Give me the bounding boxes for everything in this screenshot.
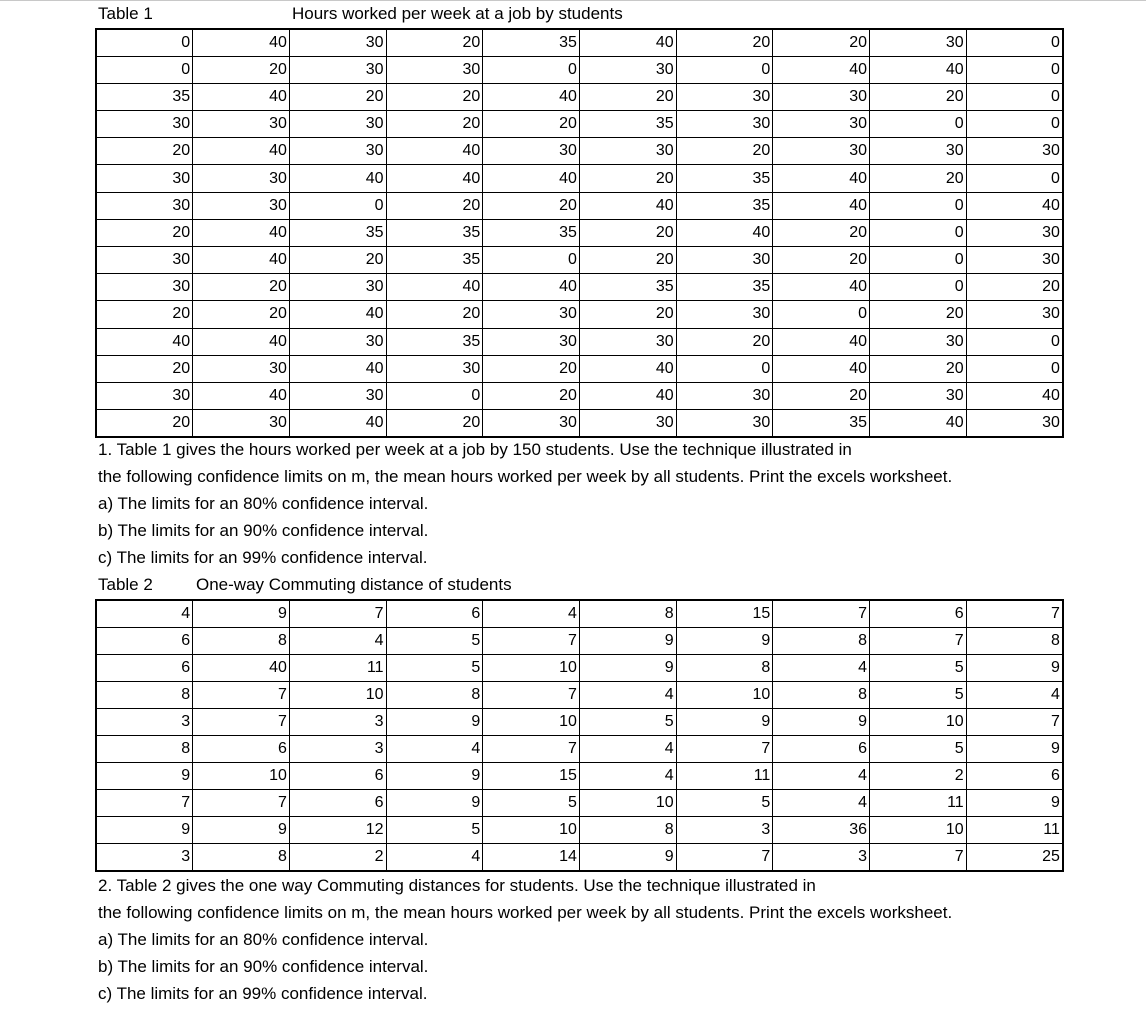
table-cell: 40 bbox=[193, 83, 290, 110]
question1-part-a: a) The limits for an 80% confidence interval. bbox=[98, 494, 429, 513]
table-cell: 30 bbox=[193, 410, 290, 437]
table-cell: 0 bbox=[870, 219, 967, 246]
table-cell: 7 bbox=[870, 844, 967, 871]
table-cell: 40 bbox=[773, 355, 870, 382]
table-cell: 20 bbox=[96, 219, 193, 246]
table-cell: 40 bbox=[579, 29, 676, 56]
table-cell: 30 bbox=[773, 83, 870, 110]
table-cell: 0 bbox=[289, 192, 386, 219]
table1-title: Hours worked per week at a job by students bbox=[292, 4, 623, 23]
table-cell: 35 bbox=[386, 247, 483, 274]
table-cell: 30 bbox=[870, 29, 967, 56]
table-cell: 14 bbox=[483, 844, 580, 871]
table-cell: 40 bbox=[773, 328, 870, 355]
table-cell: 20 bbox=[193, 301, 290, 328]
table-cell: 35 bbox=[579, 111, 676, 138]
table-cell: 8 bbox=[773, 681, 870, 708]
table-cell: 9 bbox=[676, 627, 773, 654]
table-cell: 20 bbox=[386, 410, 483, 437]
table-cell: 40 bbox=[193, 382, 290, 409]
table-cell: 4 bbox=[386, 735, 483, 762]
table-cell: 11 bbox=[676, 763, 773, 790]
table-cell: 20 bbox=[579, 219, 676, 246]
table-cell: 20 bbox=[483, 192, 580, 219]
table-row bbox=[96, 708, 1063, 735]
table-cell: 20 bbox=[193, 274, 290, 301]
table-cell: 10 bbox=[870, 708, 967, 735]
table-cell: 5 bbox=[579, 708, 676, 735]
table-cell: 8 bbox=[96, 681, 193, 708]
table-cell: 20 bbox=[289, 247, 386, 274]
table-cell: 40 bbox=[289, 355, 386, 382]
table-cell: 40 bbox=[386, 165, 483, 192]
table-cell: 35 bbox=[483, 29, 580, 56]
table-cell: 4 bbox=[96, 600, 193, 627]
table-cell: 30 bbox=[96, 247, 193, 274]
table-cell: 10 bbox=[483, 654, 580, 681]
table-cell: 5 bbox=[386, 627, 483, 654]
table-cell: 0 bbox=[870, 247, 967, 274]
table-cell: 20 bbox=[870, 165, 967, 192]
table-cell: 30 bbox=[676, 382, 773, 409]
table-cell: 40 bbox=[483, 165, 580, 192]
table-cell: 20 bbox=[96, 355, 193, 382]
table-cell: 40 bbox=[193, 29, 290, 56]
table-row bbox=[96, 219, 1063, 246]
table-cell: 9 bbox=[966, 654, 1063, 681]
table-cell: 30 bbox=[386, 56, 483, 83]
table-cell: 40 bbox=[483, 83, 580, 110]
table-cell: 7 bbox=[773, 600, 870, 627]
table-cell: 10 bbox=[870, 817, 967, 844]
table-cell: 20 bbox=[96, 410, 193, 437]
table-cell: 0 bbox=[676, 355, 773, 382]
table-row bbox=[96, 56, 1063, 83]
table-cell: 40 bbox=[579, 192, 676, 219]
table-cell: 9 bbox=[386, 763, 483, 790]
table-cell: 3 bbox=[289, 708, 386, 735]
table-cell: 20 bbox=[483, 382, 580, 409]
table-cell: 40 bbox=[289, 301, 386, 328]
table-cell: 30 bbox=[773, 111, 870, 138]
table-cell: 30 bbox=[289, 29, 386, 56]
table2-title: One-way Commuting distance of students bbox=[196, 575, 512, 594]
table-cell: 0 bbox=[870, 192, 967, 219]
table-row bbox=[96, 111, 1063, 138]
table-row bbox=[96, 165, 1063, 192]
table-cell: 30 bbox=[579, 56, 676, 83]
question1-part-c: c) The limits for an 99% confidence interval. bbox=[98, 548, 428, 567]
table-cell: 3 bbox=[96, 844, 193, 871]
table-cell: 40 bbox=[193, 654, 290, 681]
table-cell: 30 bbox=[579, 410, 676, 437]
table-cell: 20 bbox=[870, 355, 967, 382]
table-row bbox=[96, 382, 1063, 409]
table-cell: 12 bbox=[289, 817, 386, 844]
table-row bbox=[96, 600, 1063, 627]
table-cell: 10 bbox=[193, 763, 290, 790]
table-cell: 15 bbox=[483, 763, 580, 790]
table-cell: 30 bbox=[96, 382, 193, 409]
table-cell: 35 bbox=[676, 165, 773, 192]
table-row bbox=[96, 192, 1063, 219]
table-cell: 20 bbox=[773, 219, 870, 246]
table-cell: 35 bbox=[676, 274, 773, 301]
table-row bbox=[96, 654, 1063, 681]
table-cell: 0 bbox=[966, 83, 1063, 110]
table-cell: 5 bbox=[870, 654, 967, 681]
question2-part-b: b) The limits for an 90% confidence interval. bbox=[98, 957, 429, 976]
table-cell: 4 bbox=[483, 600, 580, 627]
table-cell: 4 bbox=[773, 654, 870, 681]
table-cell: 5 bbox=[483, 790, 580, 817]
table-cell: 40 bbox=[870, 56, 967, 83]
table-cell: 7 bbox=[193, 681, 290, 708]
table-cell: 7 bbox=[966, 708, 1063, 735]
table-cell: 0 bbox=[966, 56, 1063, 83]
table-cell: 7 bbox=[96, 790, 193, 817]
table-cell: 9 bbox=[193, 817, 290, 844]
table-cell: 30 bbox=[579, 138, 676, 165]
table-cell: 30 bbox=[289, 56, 386, 83]
table-cell: 10 bbox=[483, 708, 580, 735]
table-cell: 9 bbox=[579, 627, 676, 654]
table-cell: 40 bbox=[870, 410, 967, 437]
table-cell: 20 bbox=[579, 301, 676, 328]
table-cell: 30 bbox=[773, 138, 870, 165]
table-cell: 8 bbox=[676, 654, 773, 681]
table-cell: 20 bbox=[289, 83, 386, 110]
table-cell: 9 bbox=[96, 763, 193, 790]
table-cell: 20 bbox=[870, 83, 967, 110]
table-cell: 20 bbox=[193, 56, 290, 83]
table-cell: 30 bbox=[483, 138, 580, 165]
table-cell: 35 bbox=[773, 410, 870, 437]
table-row bbox=[96, 274, 1063, 301]
table-cell: 0 bbox=[966, 111, 1063, 138]
table-cell: 11 bbox=[966, 817, 1063, 844]
table-cell: 40 bbox=[193, 247, 290, 274]
question1-part-b: b) The limits for an 90% confidence interval. bbox=[98, 521, 429, 540]
table-cell: 7 bbox=[483, 627, 580, 654]
table-cell: 35 bbox=[386, 328, 483, 355]
table-cell: 35 bbox=[579, 274, 676, 301]
table-cell: 35 bbox=[676, 192, 773, 219]
table-cell: 8 bbox=[193, 627, 290, 654]
table-cell: 0 bbox=[870, 111, 967, 138]
table-cell: 9 bbox=[966, 790, 1063, 817]
table-cell: 20 bbox=[966, 274, 1063, 301]
table-cell: 20 bbox=[773, 29, 870, 56]
top-border-line bbox=[0, 0, 1146, 1]
table-cell: 40 bbox=[966, 192, 1063, 219]
table-cell: 3 bbox=[96, 708, 193, 735]
table-cell: 6 bbox=[96, 627, 193, 654]
table-cell: 8 bbox=[579, 817, 676, 844]
table-row bbox=[96, 844, 1063, 871]
table-cell: 30 bbox=[966, 138, 1063, 165]
table-cell: 0 bbox=[966, 355, 1063, 382]
table-cell: 6 bbox=[386, 600, 483, 627]
table-cell: 5 bbox=[870, 681, 967, 708]
table-cell: 30 bbox=[483, 328, 580, 355]
question2-part-a: a) The limits for an 80% confidence interval. bbox=[98, 930, 429, 949]
table-cell: 9 bbox=[386, 708, 483, 735]
table-row bbox=[96, 138, 1063, 165]
table-cell: 40 bbox=[289, 410, 386, 437]
table-cell: 30 bbox=[193, 165, 290, 192]
table-cell: 20 bbox=[676, 328, 773, 355]
table-cell: 8 bbox=[193, 844, 290, 871]
table-cell: 7 bbox=[676, 735, 773, 762]
table-cell: 9 bbox=[96, 817, 193, 844]
table-cell: 20 bbox=[773, 382, 870, 409]
table-cell: 0 bbox=[773, 301, 870, 328]
table-cell: 6 bbox=[193, 735, 290, 762]
table-cell: 5 bbox=[870, 735, 967, 762]
table-cell: 3 bbox=[676, 817, 773, 844]
table-cell: 20 bbox=[676, 138, 773, 165]
table-cell: 30 bbox=[966, 247, 1063, 274]
table-cell: 20 bbox=[579, 247, 676, 274]
table-cell: 0 bbox=[386, 382, 483, 409]
table1-label: Table 1 bbox=[98, 4, 153, 23]
table-cell: 35 bbox=[386, 219, 483, 246]
table-cell: 15 bbox=[676, 600, 773, 627]
table-cell: 20 bbox=[386, 301, 483, 328]
table-cell: 9 bbox=[386, 790, 483, 817]
table1-grid bbox=[95, 28, 1064, 438]
table-cell: 30 bbox=[96, 274, 193, 301]
table-cell: 4 bbox=[579, 681, 676, 708]
table-cell: 6 bbox=[289, 790, 386, 817]
table-row bbox=[96, 328, 1063, 355]
table-cell: 20 bbox=[676, 29, 773, 56]
question2-part-c: c) The limits for an 99% confidence interval. bbox=[98, 984, 428, 1003]
table-row bbox=[96, 735, 1063, 762]
table-cell: 9 bbox=[966, 735, 1063, 762]
table-cell: 7 bbox=[289, 600, 386, 627]
table-cell: 20 bbox=[870, 301, 967, 328]
table-cell: 3 bbox=[773, 844, 870, 871]
table-cell: 40 bbox=[579, 355, 676, 382]
question2-block bbox=[98, 872, 952, 1007]
table-cell: 35 bbox=[483, 219, 580, 246]
table-cell: 30 bbox=[870, 138, 967, 165]
table-cell: 30 bbox=[676, 247, 773, 274]
table-cell: 4 bbox=[386, 844, 483, 871]
table-cell: 30 bbox=[483, 301, 580, 328]
table-cell: 6 bbox=[773, 735, 870, 762]
table-cell: 30 bbox=[193, 192, 290, 219]
table-cell: 30 bbox=[96, 192, 193, 219]
table-cell: 8 bbox=[96, 735, 193, 762]
table-cell: 4 bbox=[966, 681, 1063, 708]
table-cell: 10 bbox=[289, 681, 386, 708]
table-cell: 40 bbox=[193, 138, 290, 165]
table-cell: 40 bbox=[773, 56, 870, 83]
table-cell: 30 bbox=[193, 111, 290, 138]
table-cell: 25 bbox=[966, 844, 1063, 871]
table-cell: 2 bbox=[870, 763, 967, 790]
table-cell: 7 bbox=[483, 681, 580, 708]
table-cell: 35 bbox=[289, 219, 386, 246]
table-cell: 30 bbox=[966, 219, 1063, 246]
table-cell: 11 bbox=[289, 654, 386, 681]
question1-block bbox=[98, 436, 952, 571]
table-cell: 30 bbox=[579, 328, 676, 355]
table-cell: 10 bbox=[676, 681, 773, 708]
table-cell: 20 bbox=[483, 355, 580, 382]
table-cell: 8 bbox=[386, 681, 483, 708]
table-cell: 20 bbox=[386, 111, 483, 138]
table-cell: 6 bbox=[289, 763, 386, 790]
table-row bbox=[96, 301, 1063, 328]
table-cell: 4 bbox=[289, 627, 386, 654]
table-cell: 20 bbox=[386, 83, 483, 110]
table-cell: 36 bbox=[773, 817, 870, 844]
table-cell: 30 bbox=[289, 382, 386, 409]
table-cell: 4 bbox=[579, 763, 676, 790]
table-cell: 30 bbox=[676, 83, 773, 110]
table-cell: 30 bbox=[870, 328, 967, 355]
table-cell: 8 bbox=[966, 627, 1063, 654]
table-cell: 20 bbox=[386, 192, 483, 219]
table-cell: 6 bbox=[96, 654, 193, 681]
table-cell: 0 bbox=[483, 56, 580, 83]
table-cell: 30 bbox=[96, 111, 193, 138]
table-cell: 20 bbox=[579, 83, 676, 110]
table-cell: 6 bbox=[870, 600, 967, 627]
table2-label: Table 2 bbox=[98, 575, 153, 594]
table-cell: 0 bbox=[966, 165, 1063, 192]
table-cell: 9 bbox=[773, 708, 870, 735]
table-cell: 40 bbox=[386, 138, 483, 165]
table-cell: 0 bbox=[870, 274, 967, 301]
table-cell: 7 bbox=[966, 600, 1063, 627]
table-cell: 20 bbox=[579, 165, 676, 192]
table-cell: 4 bbox=[579, 735, 676, 762]
table-cell: 10 bbox=[579, 790, 676, 817]
table-cell: 40 bbox=[773, 192, 870, 219]
table-row bbox=[96, 410, 1063, 437]
table-cell: 7 bbox=[483, 735, 580, 762]
table-cell: 0 bbox=[676, 56, 773, 83]
table-cell: 35 bbox=[96, 83, 193, 110]
table-cell: 11 bbox=[870, 790, 967, 817]
table-cell: 9 bbox=[193, 600, 290, 627]
table-cell: 0 bbox=[483, 247, 580, 274]
table-cell: 30 bbox=[289, 111, 386, 138]
table-cell: 7 bbox=[870, 627, 967, 654]
table-cell: 30 bbox=[676, 410, 773, 437]
table-cell: 2 bbox=[289, 844, 386, 871]
table-cell: 0 bbox=[966, 328, 1063, 355]
table-cell: 0 bbox=[966, 29, 1063, 56]
table-row bbox=[96, 355, 1063, 382]
table-row bbox=[96, 817, 1063, 844]
table-cell: 40 bbox=[773, 165, 870, 192]
table-cell: 0 bbox=[96, 56, 193, 83]
table-cell: 30 bbox=[870, 382, 967, 409]
table-cell: 3 bbox=[289, 735, 386, 762]
table-cell: 6 bbox=[966, 763, 1063, 790]
table-row bbox=[96, 763, 1063, 790]
table-cell: 9 bbox=[579, 844, 676, 871]
table-row bbox=[96, 29, 1063, 56]
table-cell: 4 bbox=[773, 790, 870, 817]
question2-line1: 2. Table 2 gives the one way Commuting distances for students. Use the technique illustrated in bbox=[98, 876, 816, 895]
question2-line2: the following confidence limits on m, the mean hours worked per week by all students. Print the excels worksheet. bbox=[98, 903, 953, 922]
table-cell: 20 bbox=[386, 29, 483, 56]
table-cell: 8 bbox=[579, 600, 676, 627]
table-row bbox=[96, 790, 1063, 817]
table-cell: 30 bbox=[289, 328, 386, 355]
table-cell: 30 bbox=[193, 355, 290, 382]
table-cell: 20 bbox=[773, 247, 870, 274]
table-cell: 20 bbox=[96, 138, 193, 165]
table-cell: 0 bbox=[96, 29, 193, 56]
table-cell: 10 bbox=[483, 817, 580, 844]
question1-line1: 1. Table 1 gives the hours worked per week at a job by 150 students. Use the technique illustrated in bbox=[98, 440, 852, 459]
table-row bbox=[96, 247, 1063, 274]
table-cell: 7 bbox=[193, 790, 290, 817]
question1-line2: the following confidence limits on m, the mean hours worked per week by all students. Print the excels worksheet. bbox=[98, 467, 953, 486]
table-cell: 30 bbox=[289, 274, 386, 301]
table-cell: 20 bbox=[96, 301, 193, 328]
table-cell: 9 bbox=[579, 654, 676, 681]
table-cell: 40 bbox=[193, 328, 290, 355]
table-cell: 20 bbox=[483, 111, 580, 138]
table-cell: 30 bbox=[966, 301, 1063, 328]
table-row bbox=[96, 83, 1063, 110]
table-cell: 30 bbox=[386, 355, 483, 382]
table-cell: 40 bbox=[289, 165, 386, 192]
table-cell: 7 bbox=[676, 844, 773, 871]
table-cell: 5 bbox=[386, 817, 483, 844]
table-row bbox=[96, 681, 1063, 708]
table-cell: 8 bbox=[773, 627, 870, 654]
table-cell: 9 bbox=[676, 708, 773, 735]
table-row bbox=[96, 627, 1063, 654]
table-cell: 40 bbox=[386, 274, 483, 301]
table-cell: 40 bbox=[579, 382, 676, 409]
table-cell: 30 bbox=[966, 410, 1063, 437]
table-cell: 40 bbox=[193, 219, 290, 246]
table-cell: 40 bbox=[96, 328, 193, 355]
table-cell: 5 bbox=[676, 790, 773, 817]
table-cell: 40 bbox=[773, 274, 870, 301]
table-cell: 40 bbox=[676, 219, 773, 246]
table-cell: 40 bbox=[483, 274, 580, 301]
table-cell: 30 bbox=[483, 410, 580, 437]
table2-grid bbox=[95, 599, 1064, 872]
table-cell: 30 bbox=[676, 111, 773, 138]
table-cell: 4 bbox=[773, 763, 870, 790]
table-cell: 5 bbox=[386, 654, 483, 681]
table-cell: 30 bbox=[96, 165, 193, 192]
table-cell: 7 bbox=[193, 708, 290, 735]
table-cell: 30 bbox=[289, 138, 386, 165]
table-cell: 30 bbox=[676, 301, 773, 328]
table-cell: 40 bbox=[966, 382, 1063, 409]
